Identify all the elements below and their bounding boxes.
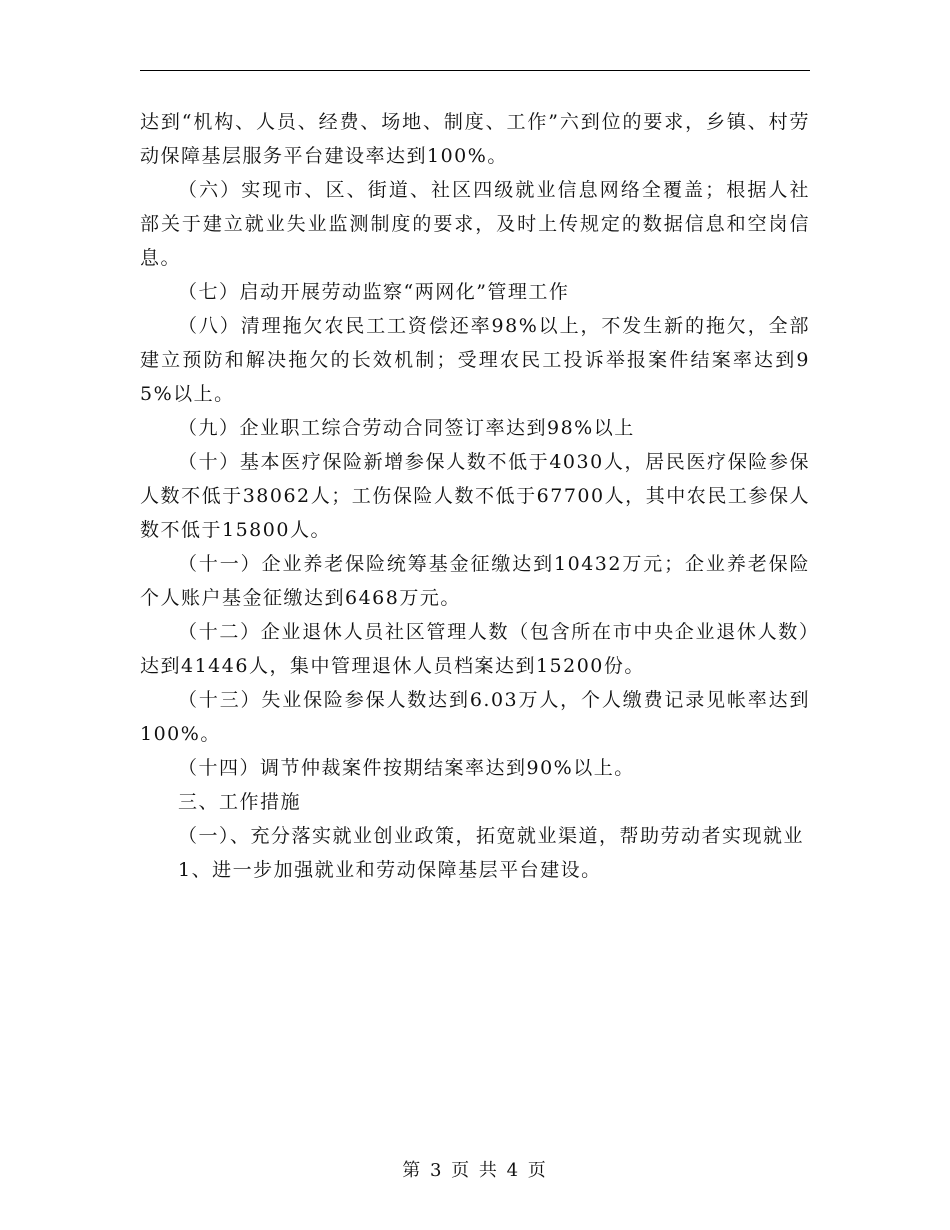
paragraph-1: 达到“机构、人员、经费、场地、制度、工作”六到位的要求，乡镇、村劳动保障基层服务平台建设率达到100%。: [140, 111, 810, 167]
paragraph-4: （八）清理拖欠农民工工资偿还率98%以上，不发生新的拖欠，全部建立预防和解决拖欠的长效机制；受理农民工投诉举报案件结案率达到95%以上。: [140, 315, 810, 405]
paragraph-3: （七）启动开展劳动监察“两网化”管理工作: [178, 281, 570, 303]
paragraph-10: （十四）调节仲裁案件按期结案率达到90%以上。: [178, 757, 635, 779]
paragraph-13: 1、进一步加强就业和劳动保障基层平台建设。: [178, 859, 602, 881]
paragraph-7: （十一）企业养老保险统筹基金征缴达到10432万元；企业养老保险个人账户基金征缴达到6468万元。: [140, 553, 810, 609]
paragraph-6: （十）基本医疗保险新增参保人数不低于4030人，居民医疗保险参保人数不低于38062人；工伤保险人数不低于67700人，其中农民工参保人数不低于15800人。: [140, 451, 810, 541]
page-number-footer: 第 3 页 共 4 页: [402, 1160, 548, 1181]
document-body: [140, 105, 810, 887]
header-rule: [140, 70, 810, 71]
paragraph-5: （九）企业职工综合劳动合同签订率达到98%以上: [178, 417, 635, 439]
section-heading: 三、工作措施: [178, 791, 302, 813]
paragraph-8: （十二）企业退休人员社区管理人数（包含所在市中央企业退休人数）达到41446人，集中管理退休人员档案达到15200份。: [140, 621, 810, 677]
paragraph-2: （六）实现市、区、街道、社区四级就业信息网络全覆盖；根据人社部关于建立就业失业监测制度的要求，及时上传规定的数据信息和空岗信息。: [140, 179, 810, 269]
paragraph-12: （一）、充分落实就业创业政策，拓宽就业渠道，帮助劳动者实现就业: [178, 825, 805, 847]
paragraph-9: （十三）失业保险参保人数达到6.03万人，个人缴费记录见帐率达到100%。: [140, 689, 810, 745]
